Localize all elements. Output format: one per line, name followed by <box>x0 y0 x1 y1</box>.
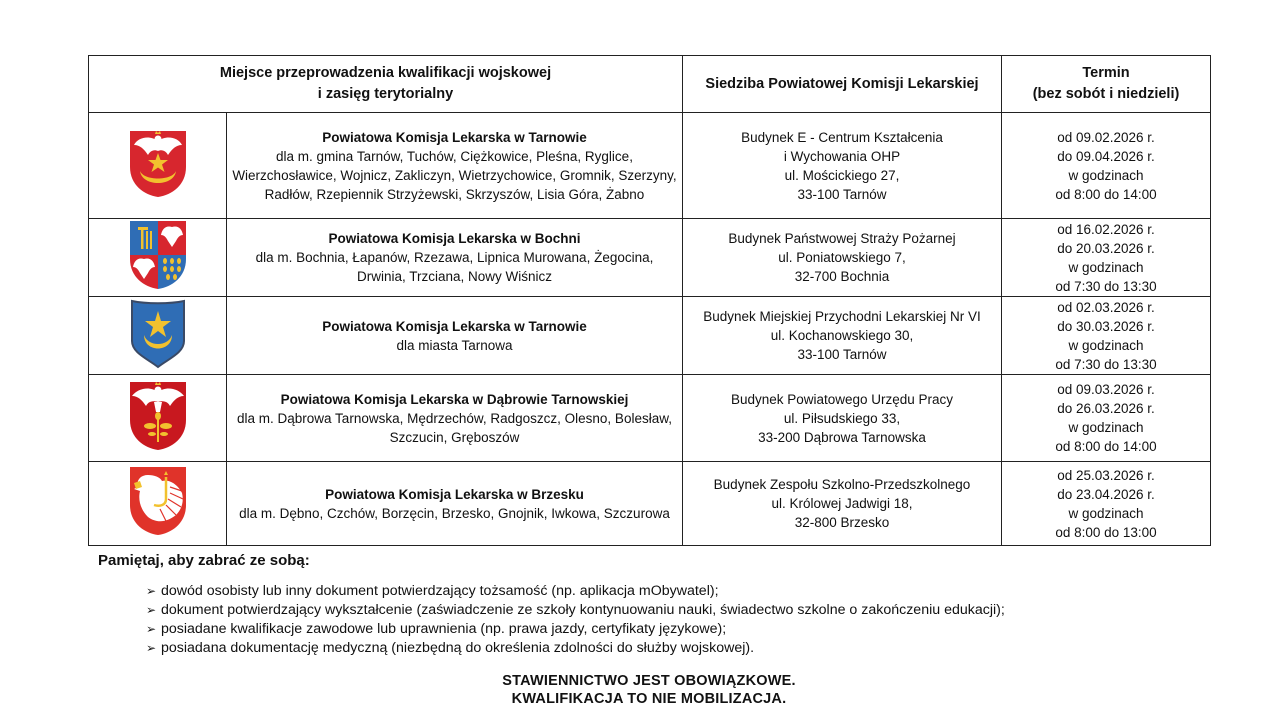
territorial-scope: dla m. Bochnia, Łapanów, Rzezawa, Lipnica Murowana, Żegocina, Drwinia, Trzciana, Nowy Wiśnicz <box>255 250 654 284</box>
reminder-title: Pamiętaj, aby zabrać ze sobą: <box>98 552 310 569</box>
seat-line: Budynek Zespołu Szkolno-Przedszkolnego <box>713 477 971 492</box>
seat-line: 33-100 Tarnów <box>797 347 887 362</box>
commission-name: Powiatowa Komisja Lekarska w Bochni <box>328 231 581 246</box>
seat-line: ul. Królowej Jadwigi 18, <box>771 496 913 511</box>
seat-line: 33-100 Tarnów <box>797 186 887 202</box>
header-place-line1: Miejsce przeprowadzenia kwalifikacji wojskowej <box>219 65 552 81</box>
term-to: do 30.03.2026 r. <box>1057 318 1155 334</box>
term-hours-label: w godzinach <box>1068 420 1144 435</box>
seat-line: Budynek Państwowej Straży Pożarnej <box>728 231 956 246</box>
term-from: od 16.02.2026 r. <box>1057 221 1155 237</box>
term-cell <box>1002 113 1211 219</box>
table-row <box>89 219 1211 297</box>
list-item-text: dowód osobisty lub inny dokument potwierdzający tożsamość (np. aplikacja mObywatel); <box>161 583 719 599</box>
header-term-line1: Termin <box>1082 65 1130 81</box>
term-from: od 09.03.2026 r. <box>1057 382 1155 397</box>
term-hours: od 7:30 do 13:30 <box>1055 278 1157 294</box>
commission-name: Powiatowa Komisja Lekarska w Brzesku <box>325 486 584 502</box>
territorial-scope: dla miasta Tarnowa <box>396 337 513 353</box>
coat-of-arms-tarnow-county-icon <box>126 127 190 199</box>
seat-line: ul. Kochanowskiego 30, <box>770 328 914 343</box>
place-cell <box>227 113 683 219</box>
header-place <box>89 56 683 113</box>
list-item <box>146 601 1005 620</box>
qualification-schedule-table <box>88 55 1211 546</box>
term-hours-label: w godzinach <box>1068 167 1144 183</box>
crest-cell <box>89 219 227 297</box>
list-item <box>146 620 1005 639</box>
coat-of-arms-dabrowa-county-icon <box>126 380 190 452</box>
seat-cell <box>683 375 1002 462</box>
seat-line: 32-800 Brzesko <box>794 515 890 530</box>
term-to: do 26.03.2026 r. <box>1057 401 1155 416</box>
list-item <box>146 639 1005 658</box>
seat-line: ul. Poniatowskiego 7, <box>778 250 906 265</box>
table-row <box>89 462 1211 546</box>
arrow-right-icon: ➢ <box>146 584 157 598</box>
term-from: od 02.03.2026 r. <box>1057 299 1155 315</box>
list-item-text: posiadana dokumentację medyczną (niezbędną do określenia zdolności do służby wojskowej). <box>161 640 755 656</box>
list-item-text: dokument potwierdzający wykształcenie (zaświadczenie ze szkoły kontynuowaniu nauki, świadectwo szkolne o zakończeniu edukacji); <box>161 602 1005 618</box>
seat-line: Budynek Miejskiej Przychodni Lekarskiej Nr VI <box>703 309 981 324</box>
footer-line-not-mobilization: KWALIFIKACJA TO NIE MOBILIZACJA. <box>511 691 787 707</box>
crest-cell <box>89 375 227 462</box>
arrow-right-icon: ➢ <box>146 603 157 617</box>
crest-cell <box>89 297 227 375</box>
seat-line: ul. Mościckiego 27, <box>784 167 900 183</box>
term-from: od 25.03.2026 r. <box>1057 467 1155 483</box>
commission-name: Powiatowa Komisja Lekarska w Tarnowie <box>322 129 587 145</box>
commission-name: Powiatowa Komisja Lekarska w Dąbrowie Tarnowskiej <box>280 391 629 407</box>
seat-line: i Wychowania OHP <box>783 148 901 164</box>
crest-cell <box>89 462 227 546</box>
term-cell <box>1002 219 1211 297</box>
term-hours: od 8:00 do 14:00 <box>1055 186 1157 202</box>
term-cell <box>1002 375 1211 462</box>
seat-line: Budynek Powiatowego Urzędu Pracy <box>730 391 954 407</box>
term-hours: od 8:00 do 13:00 <box>1055 524 1157 540</box>
seat-line: 33-200 Dąbrowa Tarnowska <box>758 429 926 445</box>
table-row <box>89 113 1211 219</box>
seat-line: Budynek E - Centrum Kształcenia <box>741 129 943 145</box>
term-hours-label: w godzinach <box>1068 505 1144 521</box>
seat-cell <box>683 297 1002 375</box>
territorial-scope: dla m. Dębno, Czchów, Borzęcin, Brzesko, Gnojnik, Iwkowa, Szczurowa <box>239 505 670 521</box>
list-item <box>146 582 1005 601</box>
seat-cell <box>683 462 1002 546</box>
coat-of-arms-tarnow-city-icon <box>126 297 190 369</box>
header-place-line2: i zasięg terytorialny <box>317 86 454 102</box>
seat-cell <box>683 113 1002 219</box>
coat-of-arms-bochnia-county-icon <box>126 219 190 291</box>
term-to: do 09.04.2026 r. <box>1057 148 1155 164</box>
header-seat: Siedziba Powiatowej Komisji Lekarskiej <box>683 56 1002 113</box>
header-term-line2: (bez sobót i niedzieli) <box>1032 86 1180 102</box>
place-cell <box>227 219 683 297</box>
place-cell <box>227 297 683 375</box>
list-item-text: posiadane kwalifikacje zawodowe lub uprawnienia (np. prawa jazdy, certyfikaty językowe); <box>161 621 727 637</box>
term-cell <box>1002 297 1211 375</box>
term-to: do 23.04.2026 r. <box>1057 486 1155 502</box>
territorial-scope: dla m. gmina Tarnów, Tuchów, Ciężkowice, Pleśna, Ryglice, Wierzchosławice, Wojnicz, Zakliczyn, Wietrzychowice, Gromnik, Szerzyny, Radłów, Rzepiennik Strzyżewski, Skrzyszów, Lisia Góra, Żabno <box>232 148 677 202</box>
seat-line: ul. Piłsudskiego 33, <box>783 410 901 426</box>
term-to: do 20.03.2026 r. <box>1057 240 1155 256</box>
arrow-right-icon: ➢ <box>146 622 157 636</box>
coat-of-arms-brzesko-county-icon <box>126 465 190 537</box>
term-hours-label: w godzinach <box>1068 337 1144 353</box>
seat-line: 32-700 Bochnia <box>794 269 890 284</box>
seat-cell <box>683 219 1002 297</box>
footer-line-mandatory: STAWIENNICTWO JEST OBOWIĄZKOWE. <box>502 673 796 689</box>
header-term <box>1002 56 1211 113</box>
table-row <box>89 375 1211 462</box>
place-cell <box>227 375 683 462</box>
reminder-list <box>146 582 1005 658</box>
term-hours: od 8:00 do 14:00 <box>1055 439 1157 454</box>
term-from: od 09.02.2026 r. <box>1057 129 1155 145</box>
term-cell <box>1002 462 1211 546</box>
term-hours: od 7:30 do 13:30 <box>1055 356 1157 372</box>
footer-notice <box>0 672 1280 708</box>
table-header-row <box>89 56 1211 113</box>
commission-name: Powiatowa Komisja Lekarska w Tarnowie <box>322 318 587 334</box>
term-hours-label: w godzinach <box>1068 259 1144 275</box>
place-cell <box>227 462 683 546</box>
territorial-scope: dla m. Dąbrowa Tarnowska, Mędrzechów, Radgoszcz, Olesno, Bolesław, Szczucin, Gręboszów <box>237 410 672 445</box>
arrow-right-icon: ➢ <box>146 641 157 655</box>
table-row <box>89 297 1211 375</box>
crest-cell <box>89 113 227 219</box>
